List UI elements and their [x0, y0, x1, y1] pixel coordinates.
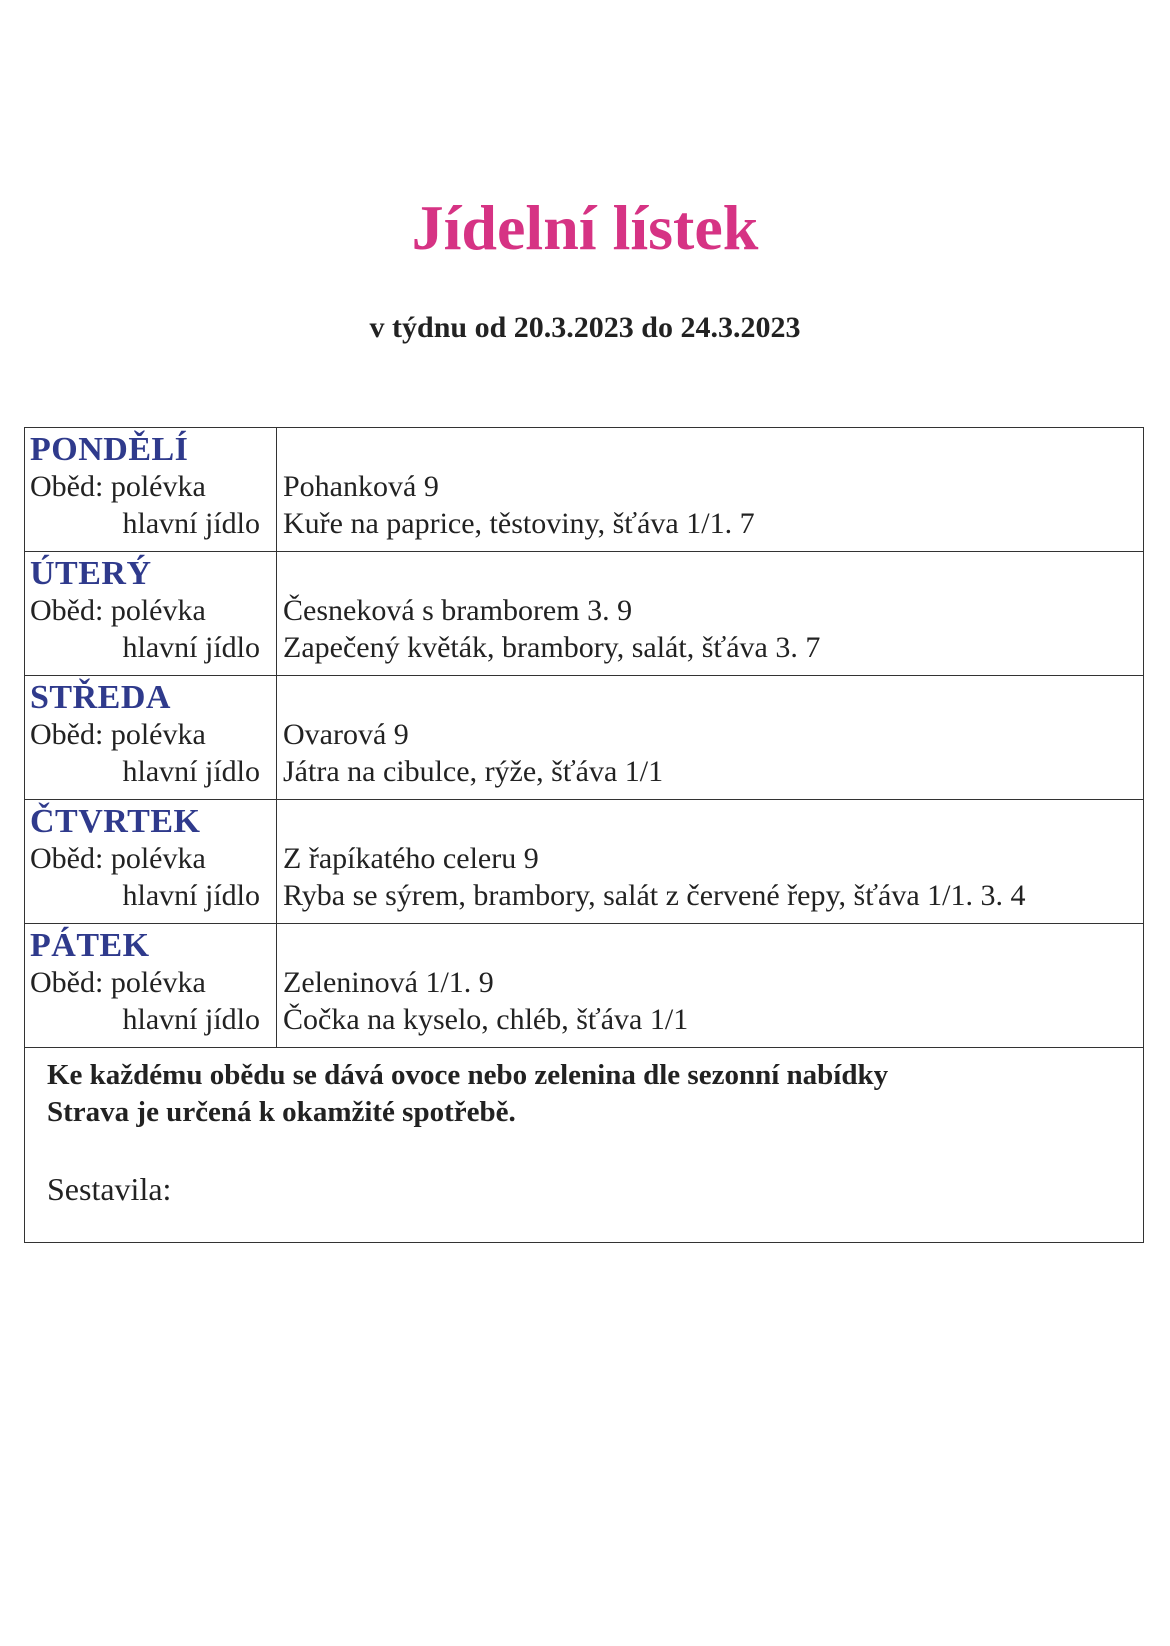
- soup-label: Oběd: polévka: [30, 842, 206, 875]
- soup-label: Oběd: polévka: [30, 594, 206, 627]
- day-label-cell: [25, 924, 277, 1047]
- main-dish-value: Čočka na kyselo, chléb, šťáva 1/1: [283, 1003, 689, 1036]
- day-label-cell: [25, 800, 277, 923]
- menu-table: [24, 427, 1144, 1243]
- soup-label: Oběd: polévka: [30, 966, 206, 999]
- day-name: PÁTEK: [30, 927, 150, 964]
- main-dish-value: Játra na cibulce, rýže, šťáva 1/1: [283, 755, 664, 788]
- day-label-cell: [25, 552, 277, 675]
- day-name: ÚTERÝ: [30, 555, 152, 592]
- footer-note-consumption: Strava je určená k okamžité spotřebě.: [47, 1096, 516, 1128]
- day-name: PONDĚLÍ: [30, 431, 189, 468]
- week-range: v týdnu od 20.3.2023 do 24.3.2023: [369, 311, 801, 344]
- main-dish-label: hlavní jídlo: [122, 755, 260, 788]
- day-label-cell: [25, 676, 277, 799]
- menu-footer: [25, 1048, 1143, 1244]
- soup-value: Pohanková 9: [283, 470, 439, 503]
- day-row-monday: [25, 428, 1143, 552]
- main-dish-value: Kuře na paprice, těstoviny, šťáva 1/1. 7: [283, 507, 755, 540]
- main-dish-value: Zapečený květák, brambory, salát, šťáva 3. 7: [283, 631, 821, 664]
- footer-note-fruit: Ke každému obědu se dává ovoce nebo zelenina dle sezonní nabídky: [47, 1059, 889, 1091]
- main-dish-label: hlavní jídlo: [122, 507, 260, 540]
- page-title: Jídelní lístek: [411, 192, 759, 263]
- day-row-friday: [25, 924, 1143, 1048]
- signature-label: Sestavila:: [47, 1171, 172, 1207]
- soup-label: Oběd: polévka: [30, 718, 206, 751]
- day-name: ČTVRTEK: [30, 803, 201, 840]
- soup-value: Česneková s bramborem 3. 9: [283, 594, 633, 627]
- day-row-wednesday: [25, 676, 1143, 800]
- day-row-thursday: [25, 800, 1143, 924]
- soup-value: Ovarová 9: [283, 718, 409, 751]
- day-name: STŘEDA: [30, 679, 171, 716]
- main-dish-label: hlavní jídlo: [122, 631, 260, 664]
- main-dish-label: hlavní jídlo: [122, 879, 260, 912]
- main-dish-value: Ryba se sýrem, brambory, salát z červené řepy, šťáva 1/1. 3. 4: [283, 879, 1026, 912]
- main-dish-label: hlavní jídlo: [122, 1003, 260, 1036]
- day-row-tuesday: [25, 552, 1143, 676]
- soup-label: Oběd: polévka: [30, 470, 206, 503]
- soup-value: Zeleninová 1/1. 9: [283, 966, 494, 999]
- soup-value: Z řapíkatého celeru 9: [283, 842, 539, 875]
- day-label-cell: [25, 428, 277, 551]
